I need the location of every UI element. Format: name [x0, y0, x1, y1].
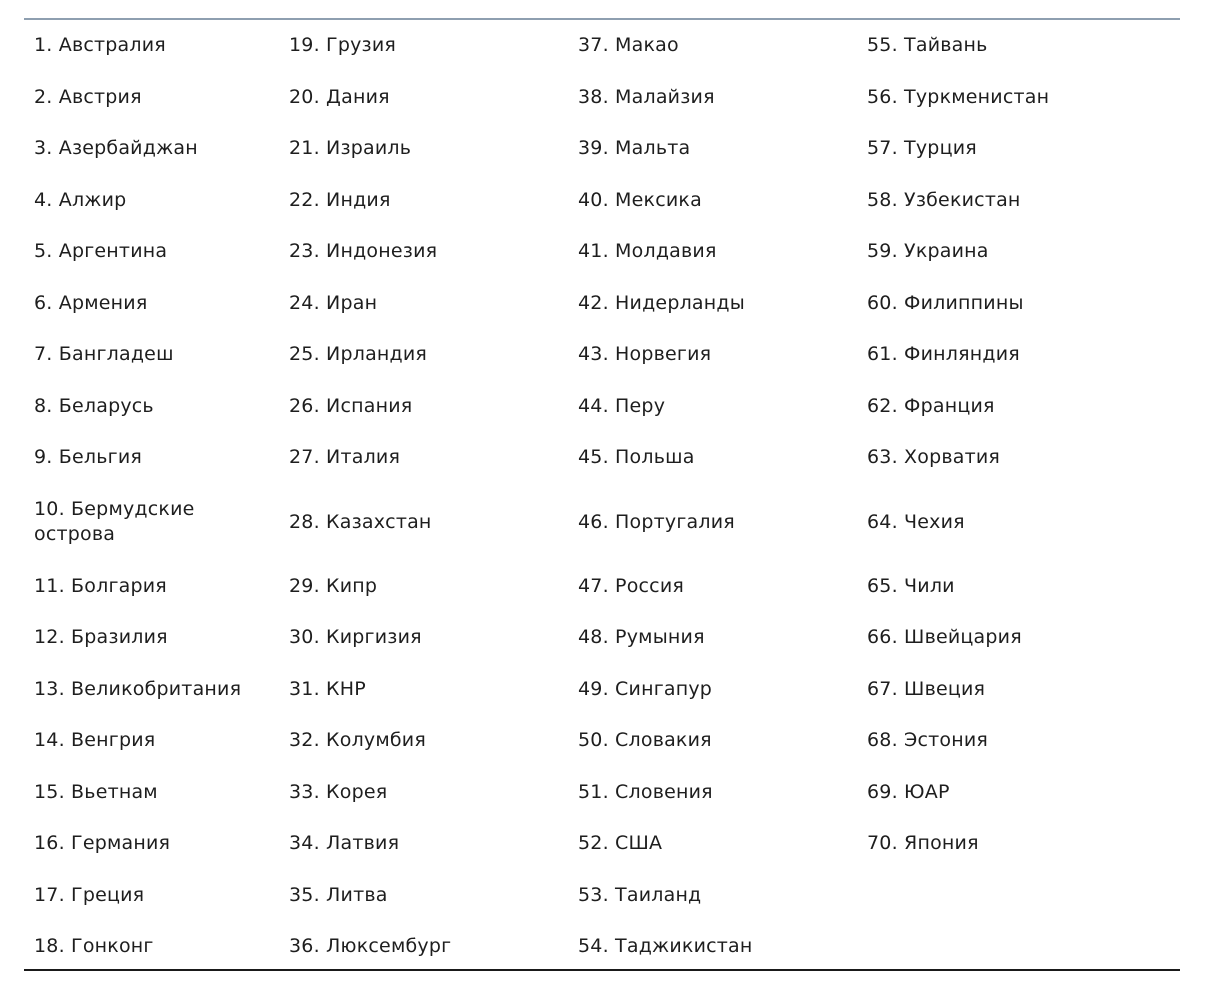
table-cell: 66. Швейцария	[867, 626, 1022, 649]
table-cell: 52. США	[578, 832, 663, 855]
table-cell: 48. Румыния	[578, 626, 705, 649]
table-cell: 23. Индонезия	[289, 240, 438, 263]
table-row	[0, 561, 1206, 613]
table-cell: 29. Кипр	[289, 574, 378, 597]
table-cell: 35. Литва	[289, 883, 388, 906]
table-cell: 49. Сингапур	[578, 677, 713, 700]
table-cell: 39. Мальта	[578, 137, 691, 160]
table-cell: 36. Люксембург	[289, 935, 452, 958]
table-cell: 22. Индия	[289, 188, 391, 211]
table-cell: 33. Корея	[289, 780, 388, 803]
table-cell: 2. Австрия	[34, 85, 142, 108]
table-cell: 46. Португалия	[578, 510, 735, 533]
table-row	[0, 715, 1206, 767]
table-cell: 25. Ирландия	[289, 343, 428, 366]
table-cell: 34. Латвия	[289, 832, 400, 855]
table-row	[0, 123, 1206, 175]
table-cell: 28. Казахстан	[289, 510, 432, 533]
table-cell: 6. Армения	[34, 291, 148, 314]
table-cell: 18. Гонконг	[34, 935, 154, 958]
table-cell: 56. Туркменистан	[867, 85, 1050, 108]
table-cell: 27. Италия	[289, 446, 401, 469]
table-cell: 24. Иран	[289, 291, 378, 314]
table-cell: 64. Чехия	[867, 510, 965, 533]
table-cell: 63. Хорватия	[867, 446, 1001, 469]
table-cell: 51. Словения	[578, 780, 713, 803]
country-table	[0, 20, 1206, 973]
table-row	[0, 484, 1206, 561]
table-cell: 19. Грузия	[289, 34, 397, 57]
table-cell: 7. Бангладеш	[34, 343, 174, 366]
table-row	[0, 767, 1206, 819]
table-cell: 50. Словакия	[578, 729, 712, 752]
table-cell: 4. Алжир	[34, 188, 127, 211]
table-row	[0, 278, 1206, 330]
table-cell: 38. Малайзия	[578, 85, 715, 108]
table-row	[0, 432, 1206, 484]
table-row	[0, 381, 1206, 433]
table-cell: 1. Австралия	[34, 34, 166, 57]
table-cell: 55. Тайвань	[867, 34, 988, 57]
table-cell: 31. КНР	[289, 677, 366, 700]
table-row	[0, 175, 1206, 227]
table-row	[0, 921, 1206, 973]
table-row	[0, 226, 1206, 278]
table-cell: 47. Россия	[578, 574, 685, 597]
table-cell: 32. Колумбия	[289, 729, 426, 752]
table-cell: 15. Вьетнам	[34, 780, 158, 803]
table-cell: 69. ЮАР	[867, 780, 950, 803]
table-cell: 11. Болгария	[34, 574, 167, 597]
table-cell: 20. Дания	[289, 85, 390, 108]
table-cell: 67. Швеция	[867, 677, 986, 700]
table-cell: 61. Финляндия	[867, 343, 1020, 366]
table-cell: 9. Бельгия	[34, 446, 142, 469]
table-cell: 17. Греция	[34, 883, 145, 906]
table-row	[0, 870, 1206, 922]
table-cell: 68. Эстония	[867, 729, 989, 752]
table-cell: 5. Аргентина	[34, 240, 168, 263]
table-row	[0, 72, 1206, 124]
table-cell: 44. Перу	[578, 394, 666, 417]
table-cell: 40. Мексика	[578, 188, 702, 211]
table-cell: 59. Украина	[867, 240, 989, 263]
table-cell: 53. Таиланд	[578, 883, 702, 906]
table-cell: 42. Нидерланды	[578, 291, 745, 314]
table-cell: 13. Великобритания	[34, 677, 242, 700]
table-cell: 57. Турция	[867, 137, 977, 160]
table-row	[0, 664, 1206, 716]
table-row	[0, 818, 1206, 870]
table-cell: 12. Бразилия	[34, 626, 168, 649]
table-cell: 60. Филиппины	[867, 291, 1024, 314]
table-cell: 70. Япония	[867, 832, 979, 855]
table-cell: 26. Испания	[289, 394, 413, 417]
table-cell: 3. Азербайджан	[34, 137, 198, 160]
table-cell: 43. Норвегия	[578, 343, 712, 366]
table-cell: 10. Бермудские острова	[34, 498, 195, 545]
table-row	[0, 612, 1206, 664]
table-row	[0, 329, 1206, 381]
table-cell: 21. Израиль	[289, 137, 412, 160]
table-bottom-rule	[24, 969, 1180, 971]
table-cell: 37. Макао	[578, 34, 679, 57]
table-cell: 30. Киргизия	[289, 626, 422, 649]
table-cell: 16. Германия	[34, 832, 171, 855]
table-cell: 54. Таджикистан	[578, 935, 753, 958]
table-row	[0, 20, 1206, 72]
table-cell: 45. Польша	[578, 446, 695, 469]
table-cell: 14. Венгрия	[34, 729, 156, 752]
table-cell: 65. Чили	[867, 574, 955, 597]
table-cell: 58. Узбекистан	[867, 188, 1021, 211]
table-cell: 41. Молдавия	[578, 240, 717, 263]
table-cell: 8. Беларусь	[34, 394, 154, 417]
table-cell: 62. Франция	[867, 394, 995, 417]
